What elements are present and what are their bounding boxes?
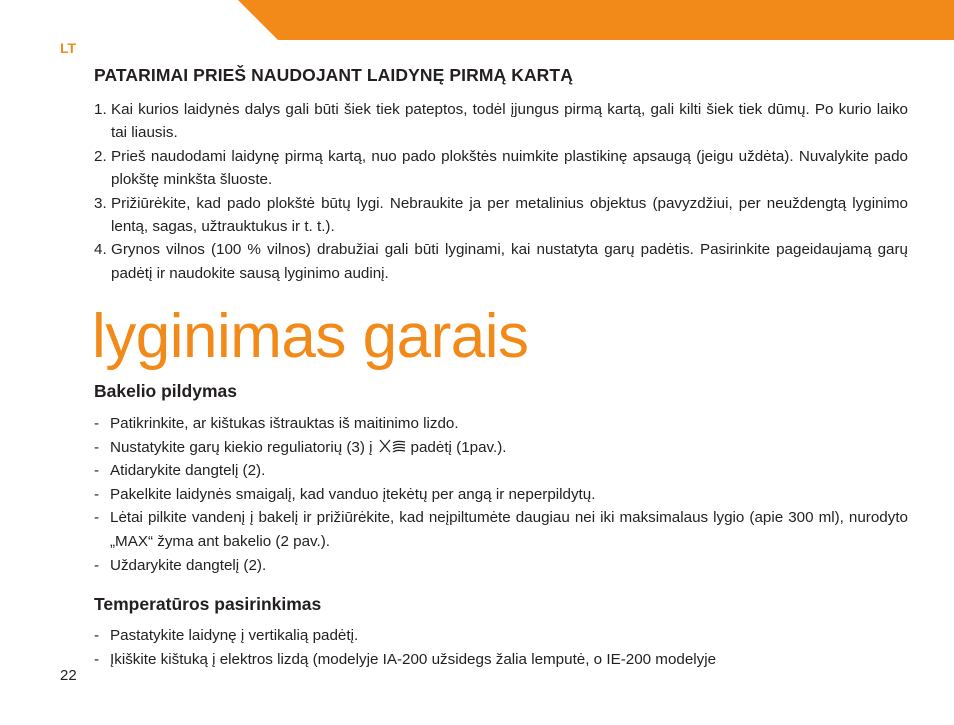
item-text: Nustatykite garų kiekio reguliatorių (3) į: [110, 438, 373, 456]
item-number: 2.: [94, 147, 107, 165]
tips-list: [94, 98, 908, 285]
dash-mark: -: [94, 650, 100, 668]
temperature-heading: Temperatūros pasirinkimas: [94, 594, 322, 614]
temperature-list: [94, 624, 908, 671]
filling-heading: Bakelio pildymas: [94, 381, 237, 401]
item-text: padėtį (1pav.).: [410, 438, 507, 456]
item-text: Kai kurios laidynės dalys gali būti šiek tiek pateptos, todėl įjungus pirmą kartą, gali kilti šiek tiek dūmų. Po kurio laiko tai liausis.: [111, 101, 908, 142]
dash-mark: -: [94, 438, 100, 456]
dash-mark: -: [94, 556, 100, 574]
item-text: Įkiškite kištuką į elektros lizdą (modelyje IA-200 užsidegs žalia lemputė, o IE-200 modelyje: [110, 650, 717, 668]
item-number: 3.: [94, 194, 107, 212]
dash-mark: -: [94, 485, 100, 503]
list-item: [94, 98, 908, 145]
list-item: [94, 483, 908, 507]
item-text: Grynos vilnos (100 % vilnos) drabužiai gali būti lyginami, kai nustatyta garų padėtis. Pasirinkite pageidaujamą garų padėtį ir naudokite sausą lyginimo audinį.: [111, 241, 908, 282]
dash-mark: -: [94, 462, 100, 480]
list-item: [94, 412, 908, 436]
item-number: 4.: [94, 241, 107, 259]
header-accent-band: [238, 0, 954, 40]
item-text: Atidarykite dangtelį (2).: [110, 462, 266, 480]
page-number: 22: [60, 667, 77, 684]
filling-list: [94, 412, 908, 577]
list-item: [94, 554, 908, 578]
list-item: [94, 436, 908, 460]
dash-mark: -: [94, 509, 100, 527]
list-item: [94, 648, 908, 672]
item-number: 1.: [94, 101, 107, 118]
item-text: Prieš naudodami laidynę pirmą kartą, nuo pado plokštės nuimkite plastikinę apsaugą (jeigu uždėta). Nuvalykite pado plokštę minkšta šluoste.: [111, 147, 908, 189]
item-text: Patikrinkite, ar kištukas ištrauktas iš maitinimo lizdo.: [110, 415, 459, 432]
list-item: [94, 192, 908, 239]
dash-mark: -: [94, 415, 100, 432]
page-content: [92, 62, 908, 668]
list-item: [94, 145, 908, 192]
list-item: [94, 238, 908, 285]
tips-heading: PATARIMAI PRIEŠ NAUDOJANT LAIDYNĘ PIRMĄ KARTĄ: [94, 65, 573, 85]
item-text: Pakelkite laidynės smaigalį, kad vanduo įtekėtų per angą ir neperpildytų.: [110, 485, 596, 503]
list-item: [94, 506, 908, 553]
dash-mark: -: [94, 627, 100, 644]
item-text: Lėtai pilkite vandenį į bakelį ir prižiūrėkite, kad neįpiltumėte daugiau nei iki maksimalaus lygio (apie 300 ml), nurodyto „MAX“ žyma ant bakelio (2 pav.).: [110, 509, 908, 550]
list-item: [94, 459, 908, 483]
item-text: Pastatykite laidynę į vertikalią padėtį.: [110, 627, 359, 644]
list-item: [94, 624, 908, 648]
page-title: lyginimas garais: [92, 302, 529, 371]
item-text: Prižiūrėkite, kad pado plokštė būtų lygi. Nebraukite ja per metalinius objektus (pavyzdžiui, per neuždengtą lyginimo lentą, sagas, užtrauktukus ir t. t.).: [111, 194, 908, 236]
item-text: Uždarykite dangtelį (2).: [110, 556, 267, 574]
language-code: LT: [60, 40, 77, 56]
no-steam-icon: [377, 438, 407, 454]
